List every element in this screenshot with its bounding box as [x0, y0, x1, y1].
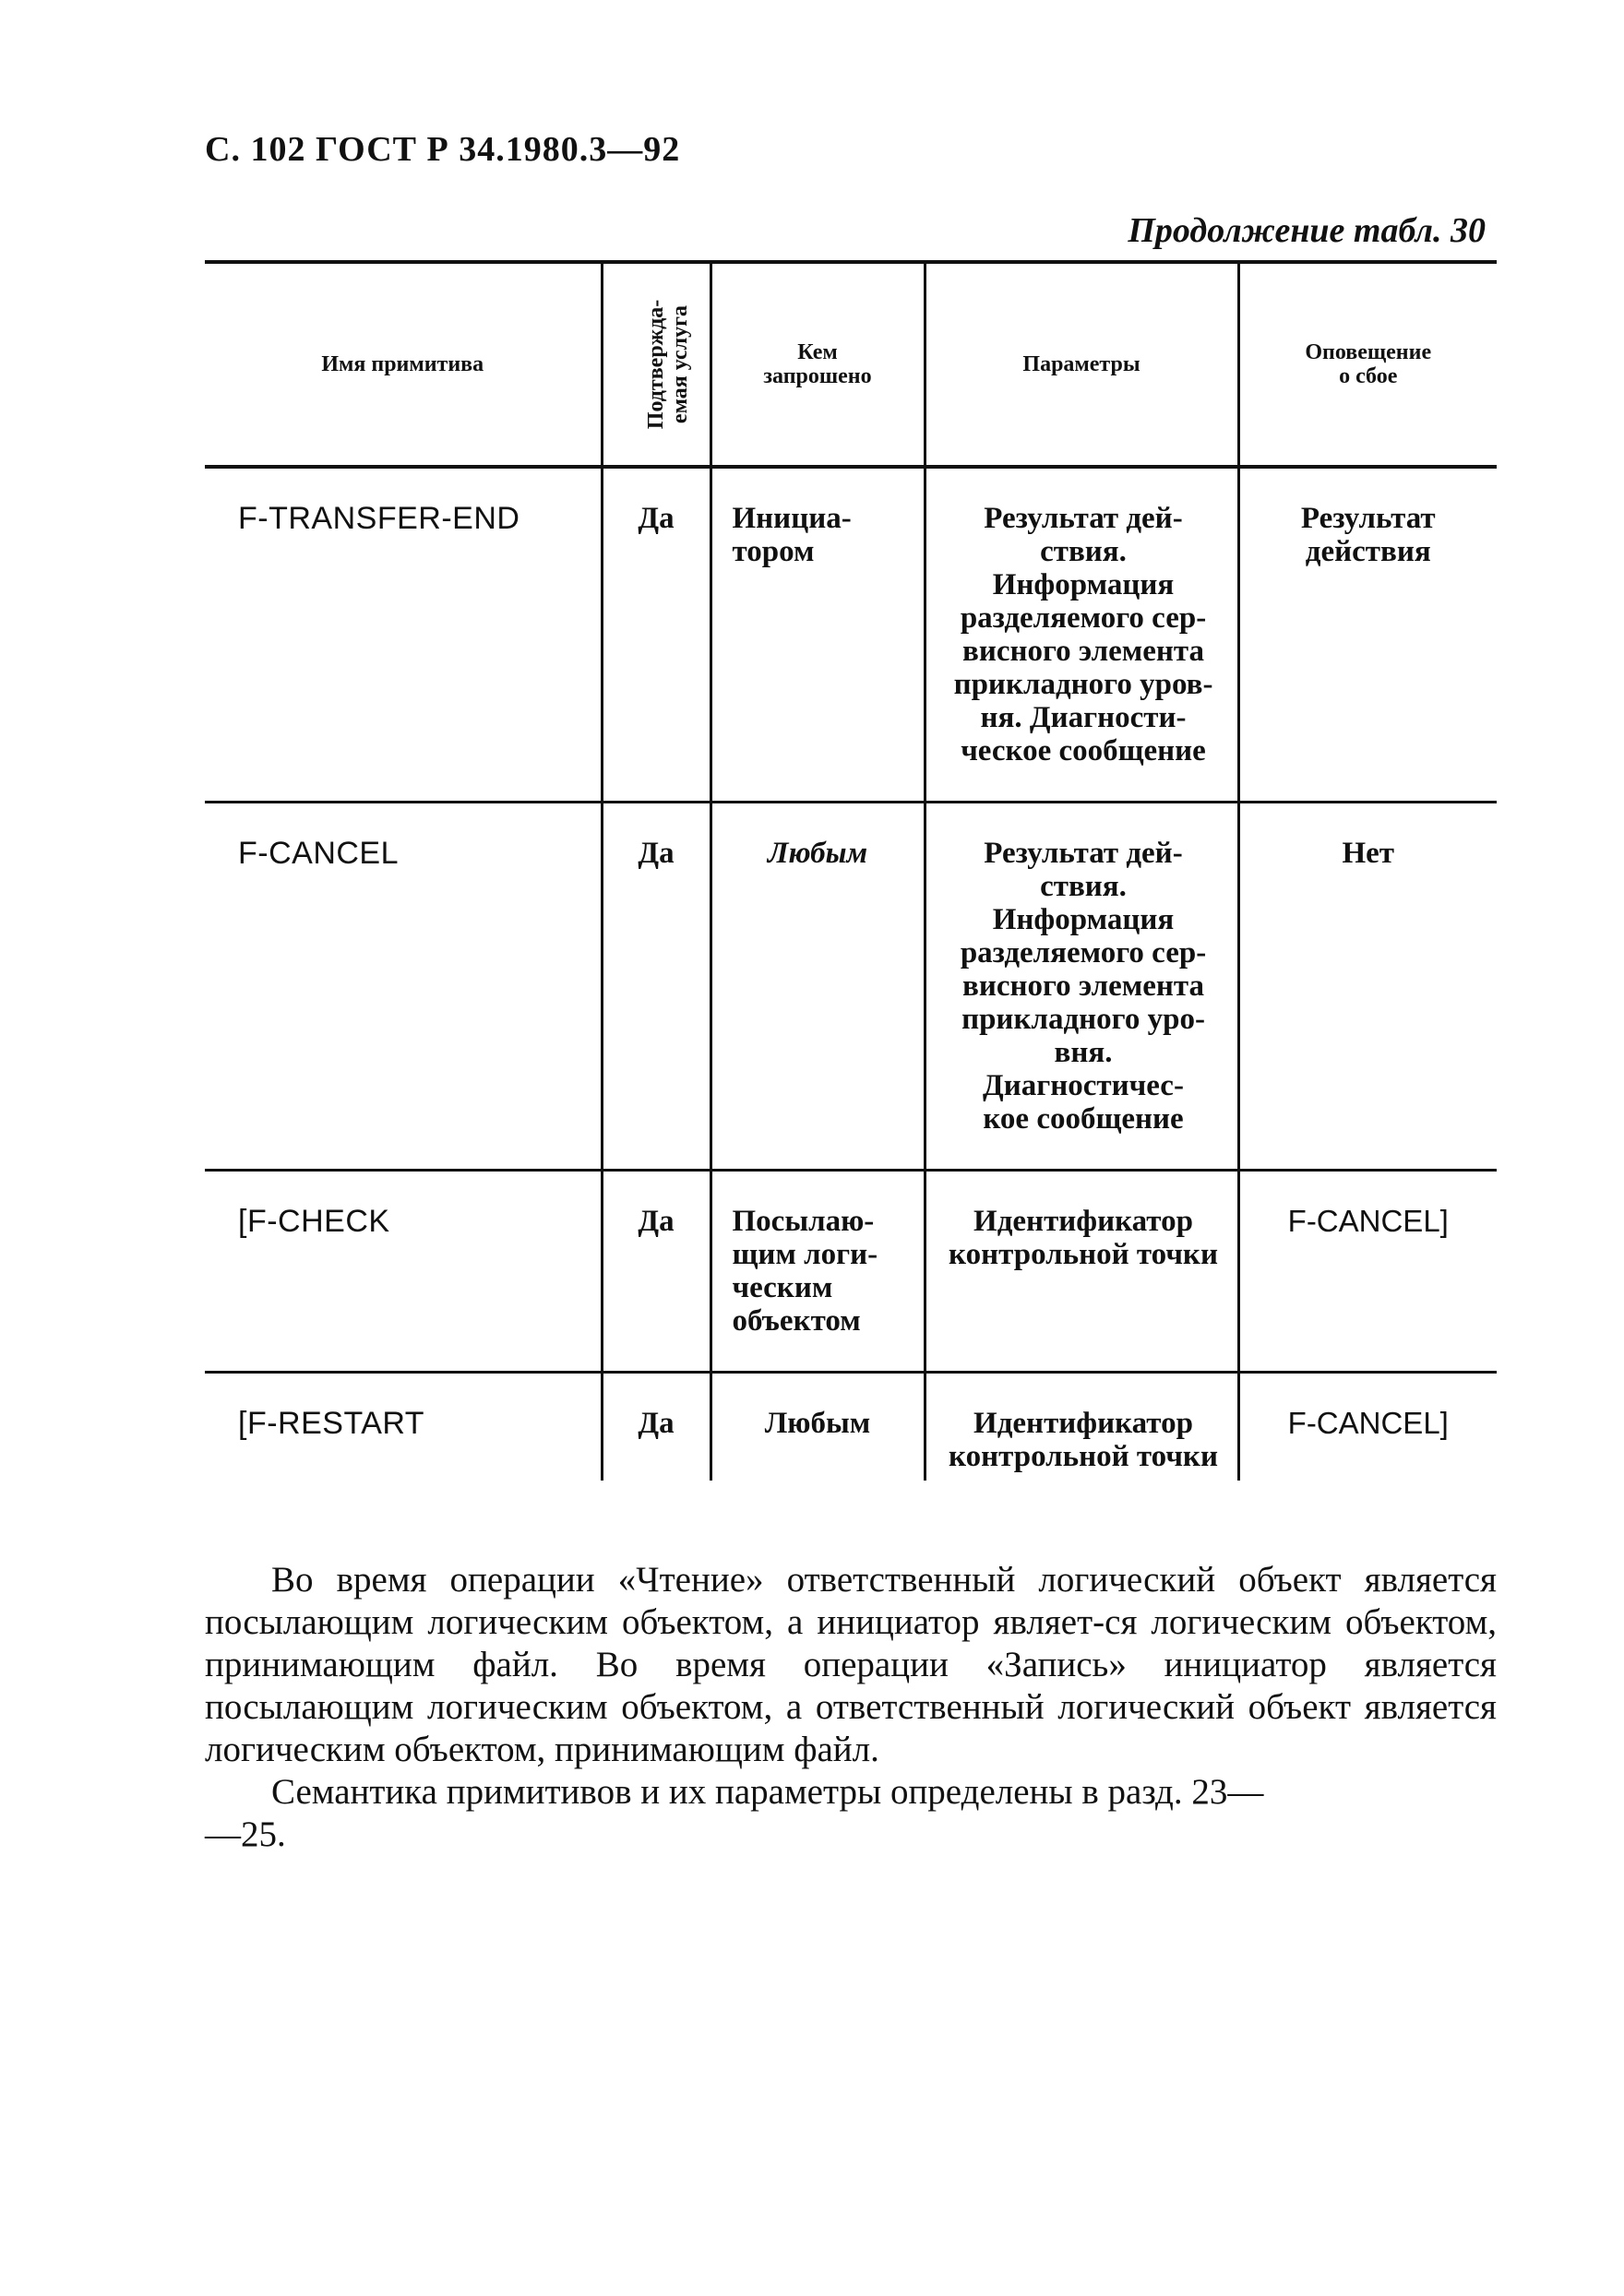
header-confirmed-label: Подтвержда- емая услуга	[643, 299, 692, 430]
cell-name: F-TRANSFER-END	[205, 467, 602, 803]
cell-failure-notice: Результат действия	[1238, 467, 1497, 803]
table-caption: Продолжение табл. 30	[1128, 211, 1486, 250]
cell-confirmed: Да	[602, 1171, 710, 1373]
cell-confirmed: Да	[602, 1373, 710, 1481]
cell-failure-notice: F-CANCEL]	[1238, 1373, 1497, 1481]
cell-requested-by: Посылаю- щим логи- ческим объектом	[710, 1171, 925, 1373]
cell-parameters: Идентификатор контрольной точки	[925, 1171, 1238, 1373]
header-parameters: Параметры	[925, 264, 1238, 467]
cell-requested-by: Инициа- тором	[710, 467, 925, 803]
cell-parameters: Результат дей- ствия. Информация разделяемого сер- висного элемента прикладного уро- вня. Диагностичес- кое сообщение	[925, 803, 1238, 1171]
cell-name: [F-RESTART	[238, 1406, 425, 1441]
cell-requested-by: Любым	[710, 1373, 925, 1481]
cell-parameters: Идентификатор контрольной точки	[925, 1373, 1238, 1481]
cell-parameters: Результат дей- ствия. Информация разделяемого сер- висного элемента прикладного уров- ня. Диагности- ческое сообщение	[925, 467, 1238, 803]
cell-requested-by: Любым	[710, 803, 925, 1171]
primitives-table	[205, 260, 1497, 1481]
cell-failure-notice: F-CANCEL]	[1238, 1171, 1497, 1373]
cell-confirmed: Да	[602, 803, 710, 1171]
table-row	[205, 1373, 1497, 1481]
paragraph: Во время операции «Чтение» ответственный логический объект является посылающим логическим объектом, а инициатор являет-ся логическим объектом, принимающим файл. Во время операции «Запись» инициатор является посылающим логическим объектом, а ответственный логический объект является логическим объектом, принимающим файл.	[205, 1560, 1497, 1769]
header-failure-notice: Оповещение о сбое	[1238, 264, 1497, 467]
header-requested-by: Кем запрошено	[710, 264, 925, 467]
paragraph: Семантика примитивов и их параметры определены в разд. 23— —25.	[205, 1772, 1264, 1854]
page-header: С. 102 ГОСТ Р 34.1980.3—92	[205, 130, 681, 169]
cell-name: F-CANCEL	[205, 803, 602, 1171]
header-confirmed	[602, 264, 710, 467]
table-row	[205, 467, 1497, 803]
table-row	[205, 1171, 1497, 1373]
table-row	[205, 803, 1497, 1171]
header-name: Имя примитива	[205, 264, 602, 467]
cell-failure-notice: Нет	[1238, 803, 1497, 1171]
cell-name: [F-CHECK	[205, 1171, 602, 1373]
cell-confirmed: Да	[602, 467, 710, 803]
body-text	[205, 1559, 1497, 1856]
table-header-row	[205, 264, 1497, 467]
